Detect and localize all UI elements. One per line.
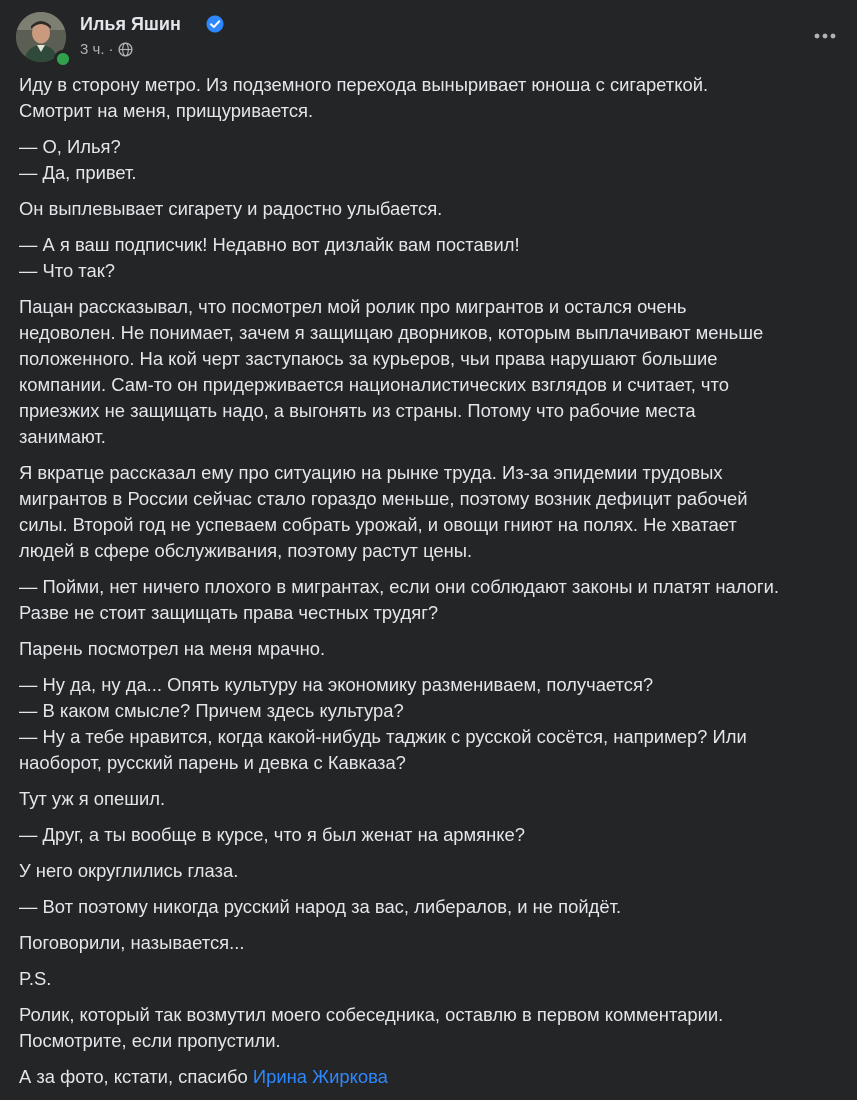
post-line: положенного. На кой черт заступаюсь за курьеров, чьи права нарушают большие xyxy=(19,348,718,369)
post-paragraph xyxy=(19,822,841,848)
post-paragraph xyxy=(19,786,841,812)
post-line: людей в сфере обслуживания, поэтому растут цены. xyxy=(19,540,473,561)
post-paragraph xyxy=(19,894,841,920)
online-status-indicator xyxy=(54,50,72,68)
post-paragraph xyxy=(19,930,841,956)
post-paragraph xyxy=(19,294,841,450)
post-line: — О, Илья? xyxy=(19,136,121,157)
post-paragraph xyxy=(19,72,841,124)
more-horizontal-icon xyxy=(814,33,836,39)
post-line: У него округлились глаза. xyxy=(19,860,239,881)
post-meta xyxy=(80,41,133,58)
post-paragraph xyxy=(19,134,841,186)
post-line: мигрантов в России сейчас стало гораздо меньше, поэтому возник дефицит рабочей xyxy=(19,488,748,509)
post-paragraph xyxy=(19,574,841,626)
post-line: Разве не стоит защищать права честных трудяг? xyxy=(19,602,439,623)
post-line: — Ну а тебе нравится, когда какой-нибудь таджик с русской сосётся, например? Или xyxy=(19,726,747,747)
post-line: недоволен. Не понимает, зачем я защищаю дворников, которым выплачивают меньше xyxy=(19,322,764,343)
post-paragraph xyxy=(19,966,841,992)
mention-link[interactable]: Ирина Жиркова xyxy=(252,1066,388,1087)
post-line: Смотрит на меня, прищуривается. xyxy=(19,100,314,121)
post-line: — В каком смысле? Причем здесь культура? xyxy=(19,700,404,721)
post-line: — Вот поэтому никогда русский народ за вас, либералов, и не пойдёт. xyxy=(19,896,622,917)
post-text xyxy=(19,72,841,1100)
post-line: наоборот, русский парень и девка с Кавказа? xyxy=(19,752,406,773)
post-paragraph xyxy=(19,1002,841,1054)
post-line: Он выплевывает сигарету и радостно улыбается. xyxy=(19,198,443,219)
post-line: Тут уж я опешил. xyxy=(19,788,166,809)
post-line: Ролик, который так возмутил моего собеседника, оставлю в первом комментарии. xyxy=(19,1004,724,1025)
post-line: — Да, привет. xyxy=(19,162,137,183)
post-paragraph xyxy=(19,636,841,662)
post-line: Иду в сторону метро. Из подземного перехода выныривает юноша с сигареткой. xyxy=(19,74,709,95)
post-line: силы. Второй год не успеваем собрать урожай, и овощи гниют на полях. Не хватает xyxy=(19,514,737,535)
post-line: Пацан рассказывал, что посмотрел мой ролик про мигрантов и остался очень xyxy=(19,296,687,317)
post-line: P.S. xyxy=(19,968,52,989)
post-line: — Пойми, нет ничего плохого в мигрантах, если они соблюдают законы и платят налоги. xyxy=(19,576,780,597)
post-paragraph xyxy=(19,232,841,284)
post-line: компании. Сам-то он придерживается националистических взглядов и считает, что xyxy=(19,374,729,395)
post-line: Посмотрите, если пропустили. xyxy=(19,1030,281,1051)
post-final-paragraph xyxy=(19,1064,841,1090)
globe-icon xyxy=(118,42,133,57)
more-options-button[interactable] xyxy=(807,22,843,50)
verified-badge-icon xyxy=(206,15,224,33)
post-paragraph xyxy=(19,196,841,222)
post-line: — Друг, а ты вообще в курсе, что я был женат на армянке? xyxy=(19,824,526,845)
post-paragraph xyxy=(19,858,841,884)
post-line: занимают. xyxy=(19,426,106,447)
post-paragraph xyxy=(19,672,841,776)
post-line: Парень посмотрел на меня мрачно. xyxy=(19,638,326,659)
final-paragraph-text: А за фото, кстати, спасибо xyxy=(19,1066,253,1087)
post-line: Поговорили, называется... xyxy=(19,932,245,953)
post-line: Я вкратце рассказал ему про ситуацию на рынке труда. Из-за эпидемии трудовых xyxy=(19,462,723,483)
post-line: — Что так? xyxy=(19,260,116,281)
post-timestamp[interactable]: 3 ч. xyxy=(80,41,105,58)
post-paragraph xyxy=(19,460,841,564)
post-header xyxy=(16,10,841,66)
author-name[interactable]: Илья Яшин xyxy=(80,14,181,34)
post-line: — А я ваш подписчик! Недавно вот дизлайк вам поставил! xyxy=(19,234,520,255)
post-line: — Ну да, ну да... Опять культуру на экономику размениваем, получается? xyxy=(19,674,654,695)
post-line: приезжих не защищать надо, а выгонять из страны. Потому что рабочие места xyxy=(19,400,696,421)
meta-separator: · xyxy=(108,41,114,58)
